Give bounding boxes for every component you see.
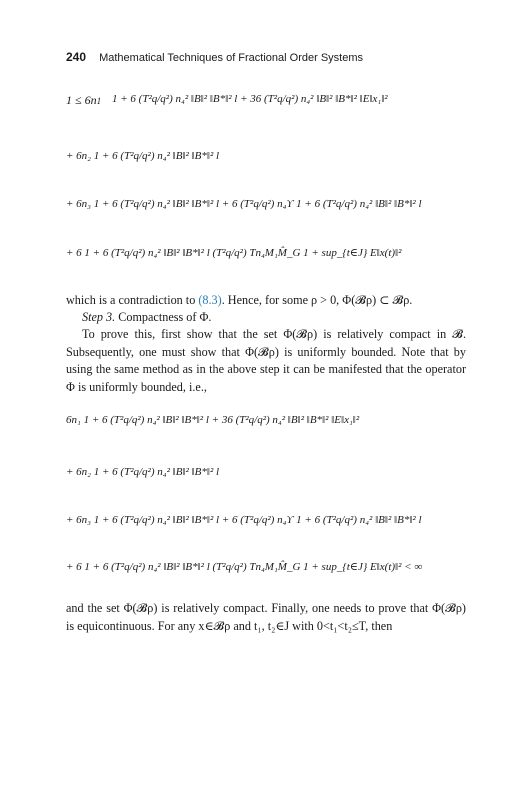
eq2-line-3: + 6n₃ 1 + 6 (T²q/q²) n₄² ‖B‖² ‖B*‖² l + 6 (T²q/q²) n₄ϒ 1 + 6 (T²q/q²) n₄² ‖B‖² ‖B*‖² l — [66, 514, 422, 526]
equation-ref-link[interactable]: (8.3) — [198, 293, 222, 307]
text-after-ref: . Hence, for some ρ > 0, Φ(𝓑ρ) ⊂ 𝓑ρ. — [221, 293, 413, 307]
eq2-line-1: 6n₁ 1 + 6 (T²q/q²) n₄² ‖B‖² ‖B*‖² l + 36 (T²q/q²) n₄² ‖B‖² ‖B*‖² ‖E‖x₁‖² — [66, 414, 360, 426]
paragraph-compactness: To prove this, first show that the set Φ(𝓑ρ) is relatively compact in 𝓑. Subsequently, one must show that Φ(𝓑ρ) is uniformly bounded. Note that by using the same method as in the above step it can be manifested that the operator Φ is uniformly bounded, i.e., — [66, 327, 466, 394]
running-title: Mathematical Techniques of Fractional Order Systems — [99, 52, 364, 64]
paragraph-equicontinuous: and the set Φ(𝓑ρ) is relatively compact. Finally, one needs to prove that Φ(𝓑ρ) is equicontinuous. For any x∈𝓑ρ and t₁, t₂∈J with 0<t₁<t₂≤T, then — [66, 601, 466, 633]
text-before-ref: which is a contradiction to — [66, 293, 199, 307]
step-title: Compactness of Φ. — [115, 310, 212, 324]
eq1-line-1-lead: 1 ≤ 6n — [66, 93, 97, 107]
eq1-line-1-body: 1 + 6 (T²q/q²) n₄² ‖B‖² ‖B*‖² l + 36 (T²q/q²) n₄² ‖B‖² ‖B*‖² ‖E‖x₁‖² — [112, 93, 388, 105]
page-number: 240 — [66, 50, 87, 64]
step-3-heading — [66, 309, 466, 327]
paragraph-contradiction — [66, 292, 466, 310]
running-header — [66, 50, 363, 64]
eq1-line-3: + 6n₃ 1 + 6 (T²q/q²) n₄² ‖B‖² ‖B*‖² l + 6 (T²q/q²) n₄ϒ 1 + 6 (T²q/q²) n₄² ‖B‖² ‖B*‖² l — [66, 198, 422, 210]
eq2-line-2: + 6n₂ 1 + 6 (T²q/q²) n₄² ‖B‖² ‖B*‖² l — [66, 466, 220, 478]
eq1-line-2: + 6n₂ 1 + 6 (T²q/q²) n₄² ‖B‖² ‖B*‖² l — [66, 150, 220, 162]
eq1-line-4: + 6 1 + 6 (T²q/q²) n₄² ‖B‖² ‖B*‖² l (T²q/q²) Tn₄M₁M̂_G 1 + sup_{t∈J} E‖x(t)‖² — [66, 247, 402, 259]
eq2-line-4: + 6 1 + 6 (T²q/q²) n₄² ‖B‖² ‖B*‖² l (T²q/q²) Tn₄M₁M̂_G 1 + sup_{t∈J} E‖x(t)‖² < ∞ — [66, 561, 423, 573]
eq1-line-1: 1 ≤ 6n1 — [66, 93, 102, 107]
step-label: Step 3. — [82, 310, 116, 324]
